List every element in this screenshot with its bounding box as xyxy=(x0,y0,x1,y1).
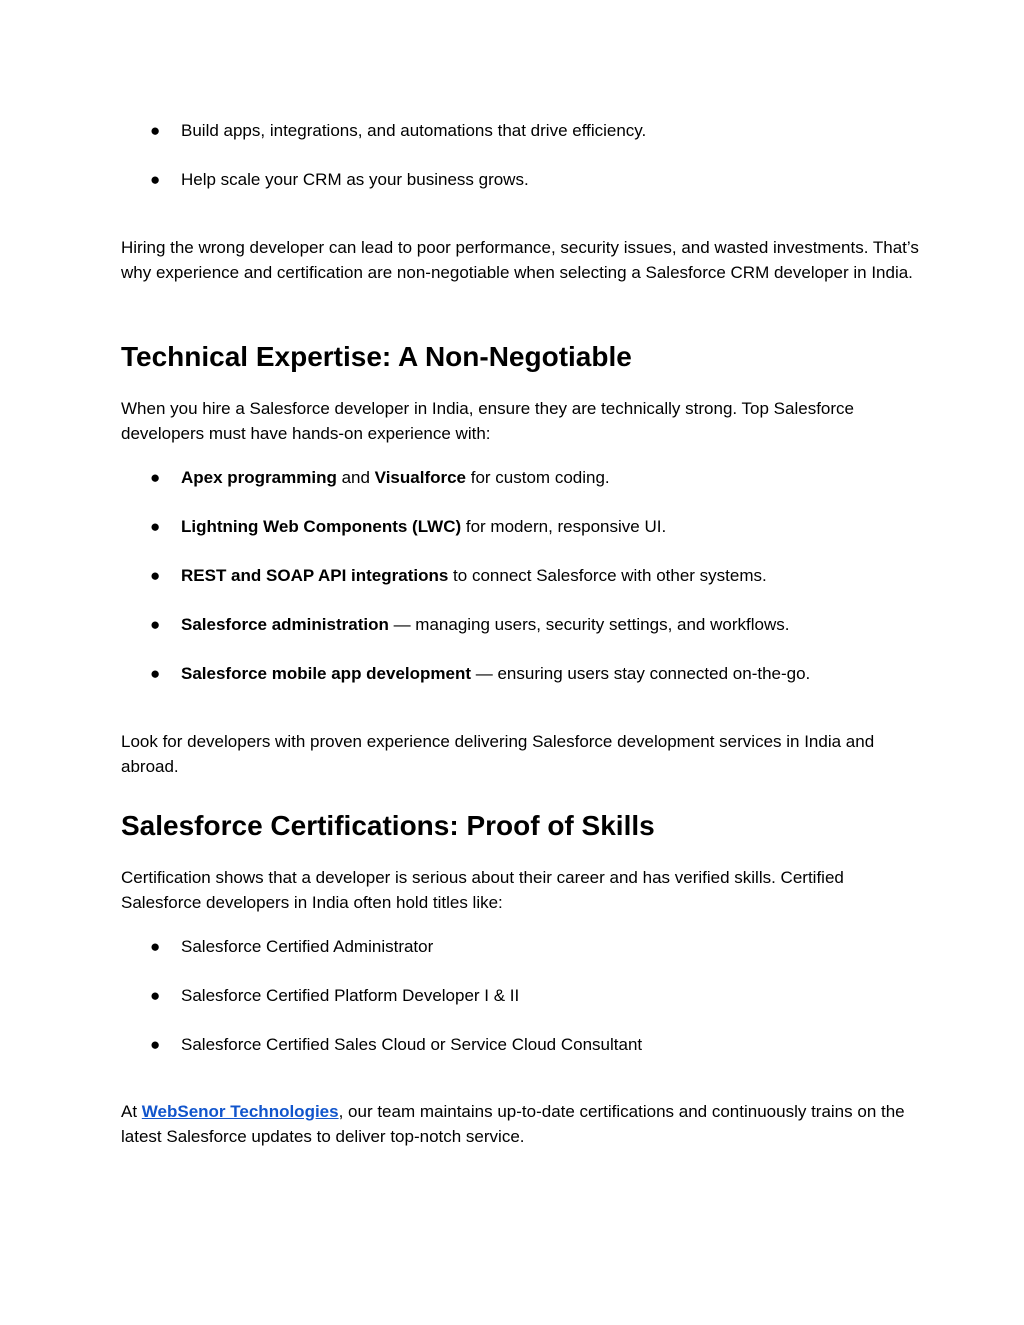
section2-paragraph: Certification shows that a developer is serious about their career and has verified skills. Certified Salesforce developers in India often hold titles like: xyxy=(121,868,844,912)
bullet-bold-text: Visualforce xyxy=(374,468,467,487)
bullet-bold-text: REST and SOAP API integrations xyxy=(181,566,449,585)
list-item xyxy=(121,566,921,586)
bullet-icon: ● xyxy=(150,664,161,683)
bullet-text: to connect Salesforce with other systems. xyxy=(448,566,767,585)
list-item xyxy=(121,517,921,537)
bullet-text: Salesforce Certified Sales Cloud or Service Cloud Consultant xyxy=(181,1035,643,1054)
bullet-text: — managing users, security settings, and workflows. xyxy=(388,615,790,634)
section2-closing-paragraph xyxy=(121,1100,921,1149)
closing-suffix: , our team maintains up-to-date certifications and continuously trains on the latest Salesforce updates to deliver top-notch service. xyxy=(121,1102,905,1146)
intro-bullet-list xyxy=(121,121,921,190)
websenor-technologies-link[interactable]: WebSenor Technologies xyxy=(141,1102,339,1121)
bullet-bold-text: Salesforce administration xyxy=(181,615,389,634)
bullet-icon: ● xyxy=(150,468,161,487)
list-item xyxy=(121,937,921,957)
bullet-text: Salesforce Certified Platform Developer I & II xyxy=(181,986,520,1005)
bullet-text: Build apps, integrations, and automations that drive efficiency. xyxy=(181,121,647,140)
bullet-text: and xyxy=(336,468,375,487)
bullet-icon: ● xyxy=(150,170,161,189)
closing-prefix: At xyxy=(121,1102,142,1121)
bullet-icon: ● xyxy=(150,517,161,536)
skills-bullet-list xyxy=(121,468,921,684)
bullet-icon: ● xyxy=(150,121,161,140)
certifications-bullet-list xyxy=(121,937,921,1055)
bullet-icon: ● xyxy=(150,937,161,956)
list-item xyxy=(121,615,921,635)
list-item xyxy=(121,664,921,684)
bullet-bold-text: Apex programming xyxy=(181,468,337,487)
bullet-bold-text: Salesforce mobile app development xyxy=(181,664,472,683)
bullet-text: Help scale your CRM as your business grows. xyxy=(181,170,529,189)
list-item xyxy=(121,986,921,1006)
bullet-text: for modern, responsive UI. xyxy=(461,517,667,536)
section1-closing-paragraph: Look for developers with proven experience delivering Salesforce development services in India and abroad. xyxy=(121,732,875,776)
bullet-text: for custom coding. xyxy=(466,468,610,487)
bullet-icon: ● xyxy=(150,986,161,1005)
intro-paragraph: Hiring the wrong developer can lead to poor performance, security issues, and wasted investments. That’s why experience and certification are non-negotiable when selecting a Salesforce CRM developer in India. xyxy=(121,238,919,282)
list-item xyxy=(121,121,921,141)
list-item xyxy=(121,1035,921,1055)
list-item xyxy=(121,170,921,190)
bullet-icon: ● xyxy=(150,615,161,634)
section-heading-certifications: Salesforce Certifications: Proof of Skills xyxy=(121,810,655,841)
bullet-text: Salesforce Certified Administrator xyxy=(181,937,434,956)
section1-paragraph: When you hire a Salesforce developer in India, ensure they are technically strong. Top Salesforce developers must have hands-on experience with: xyxy=(121,399,854,443)
list-item xyxy=(121,468,921,488)
bullet-bold-text: Lightning Web Components (LWC) xyxy=(181,517,462,536)
bullet-icon: ● xyxy=(150,1035,161,1054)
bullet-text: — ensuring users stay connected on-the-go. xyxy=(471,664,811,683)
section-heading-technical-expertise: Technical Expertise: A Non-Negotiable xyxy=(121,341,632,372)
bullet-icon: ● xyxy=(150,566,161,585)
